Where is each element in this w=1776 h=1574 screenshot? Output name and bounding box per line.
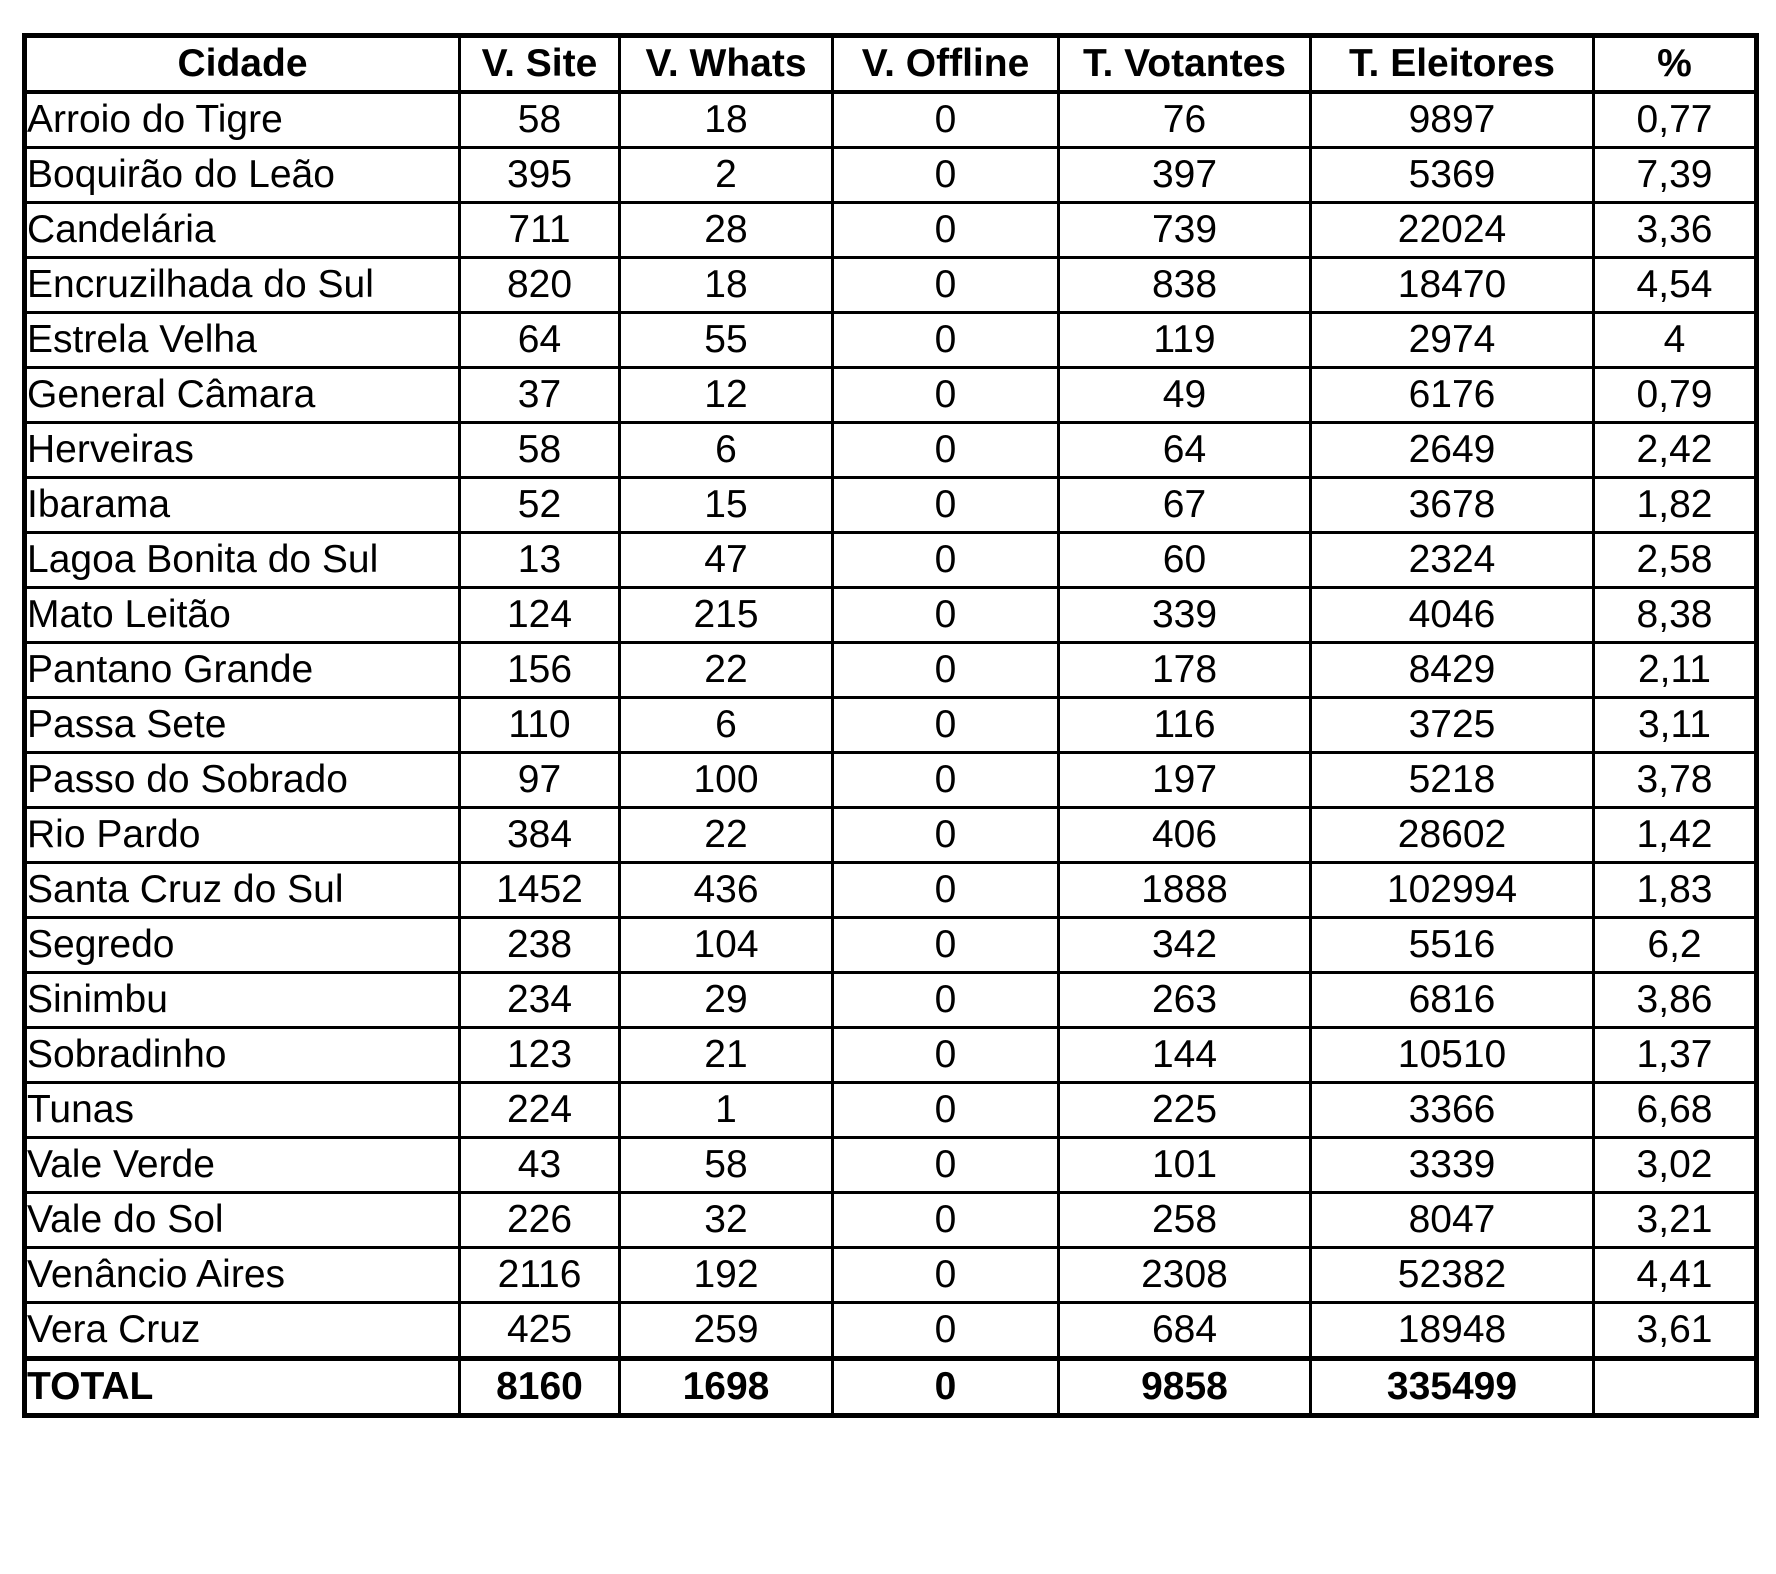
column-header-cidade: Cidade — [25, 36, 460, 93]
city-name: Herveiras — [25, 423, 460, 478]
value-cell: 406 — [1059, 808, 1311, 863]
value-cell: 116 — [1059, 698, 1311, 753]
value-cell: 52382 — [1311, 1248, 1594, 1303]
table-row — [25, 1193, 1757, 1248]
value-cell: 4,54 — [1594, 258, 1757, 313]
table-row — [25, 203, 1757, 258]
value-cell: 2 — [620, 148, 833, 203]
value-cell: 3,36 — [1594, 203, 1757, 258]
value-cell: 3,11 — [1594, 698, 1757, 753]
value-cell: 0 — [833, 1083, 1059, 1138]
table-row — [25, 533, 1757, 588]
table-row — [25, 643, 1757, 698]
value-cell: 0 — [833, 1138, 1059, 1193]
value-cell: 102994 — [1311, 863, 1594, 918]
value-cell: 3678 — [1311, 478, 1594, 533]
city-name: Vale do Sol — [25, 1193, 460, 1248]
value-cell: 4 — [1594, 313, 1757, 368]
value-cell: 258 — [1059, 1193, 1311, 1248]
value-cell: 238 — [460, 918, 620, 973]
table-row — [25, 313, 1757, 368]
value-cell: 0 — [833, 808, 1059, 863]
value-cell: 838 — [1059, 258, 1311, 313]
value-cell: 32 — [620, 1193, 833, 1248]
table-row — [25, 92, 1757, 148]
value-cell: 0 — [833, 423, 1059, 478]
value-cell: 2308 — [1059, 1248, 1311, 1303]
value-cell: 425 — [460, 1303, 620, 1359]
value-cell: 0 — [833, 1248, 1059, 1303]
city-name: Vale Verde — [25, 1138, 460, 1193]
value-cell: 215 — [620, 588, 833, 643]
value-cell: 6176 — [1311, 368, 1594, 423]
value-cell: 58 — [460, 92, 620, 148]
table-row — [25, 808, 1757, 863]
value-cell: 110 — [460, 698, 620, 753]
value-cell: 9897 — [1311, 92, 1594, 148]
value-cell: 8,38 — [1594, 588, 1757, 643]
value-cell: 1,82 — [1594, 478, 1757, 533]
value-cell: 22 — [620, 808, 833, 863]
table-row — [25, 258, 1757, 313]
column-header-v-site: V. Site — [460, 36, 620, 93]
value-cell: 3,86 — [1594, 973, 1757, 1028]
value-cell: 0,79 — [1594, 368, 1757, 423]
value-cell: 3,02 — [1594, 1138, 1757, 1193]
value-cell: 29 — [620, 973, 833, 1028]
value-cell: 263 — [1059, 973, 1311, 1028]
city-name: Tunas — [25, 1083, 460, 1138]
value-cell: 0 — [833, 203, 1059, 258]
value-cell: 124 — [460, 588, 620, 643]
city-name: Arroio do Tigre — [25, 92, 460, 148]
value-cell: 0 — [833, 478, 1059, 533]
table-row — [25, 1083, 1757, 1138]
value-cell: 335499 — [1311, 1359, 1594, 1416]
table-row — [25, 918, 1757, 973]
value-cell: 4046 — [1311, 588, 1594, 643]
header-row — [25, 36, 1757, 93]
value-cell: 6,2 — [1594, 918, 1757, 973]
value-cell: 342 — [1059, 918, 1311, 973]
table-row — [25, 973, 1757, 1028]
value-cell: 339 — [1059, 588, 1311, 643]
city-name: Candelária — [25, 203, 460, 258]
value-cell: 156 — [460, 643, 620, 698]
value-cell: 0 — [833, 753, 1059, 808]
value-cell: 10510 — [1311, 1028, 1594, 1083]
column-header-t-eleitores: T. Eleitores — [1311, 36, 1594, 93]
value-cell: 0 — [833, 533, 1059, 588]
table-row — [25, 863, 1757, 918]
value-cell: 2974 — [1311, 313, 1594, 368]
value-cell: 224 — [460, 1083, 620, 1138]
value-cell: 2,11 — [1594, 643, 1757, 698]
column-header-v-whats: V. Whats — [620, 36, 833, 93]
city-name: Passo do Sobrado — [25, 753, 460, 808]
city-name: Vera Cruz — [25, 1303, 460, 1359]
value-cell: 13 — [460, 533, 620, 588]
value-cell: 2649 — [1311, 423, 1594, 478]
value-cell: 397 — [1059, 148, 1311, 203]
value-cell: 58 — [460, 423, 620, 478]
table-row — [25, 368, 1757, 423]
value-cell: 0 — [833, 313, 1059, 368]
column-header-pct: % — [1594, 36, 1757, 93]
value-cell: 0 — [833, 258, 1059, 313]
table-row — [25, 1028, 1757, 1083]
value-cell: 60 — [1059, 533, 1311, 588]
table-row — [25, 478, 1757, 533]
value-cell: 8047 — [1311, 1193, 1594, 1248]
value-cell: 6 — [620, 423, 833, 478]
value-cell: 0,77 — [1594, 92, 1757, 148]
value-cell: 3339 — [1311, 1138, 1594, 1193]
value-cell: 1698 — [620, 1359, 833, 1416]
city-name: Encruzilhada do Sul — [25, 258, 460, 313]
value-cell: 0 — [833, 1193, 1059, 1248]
value-cell: 1,37 — [1594, 1028, 1757, 1083]
table-row — [25, 423, 1757, 478]
value-cell: 178 — [1059, 643, 1311, 698]
city-name: General Câmara — [25, 368, 460, 423]
value-cell: 144 — [1059, 1028, 1311, 1083]
value-cell: 1 — [620, 1083, 833, 1138]
value-cell: 0 — [833, 918, 1059, 973]
value-cell: 1,42 — [1594, 808, 1757, 863]
value-cell: 3,21 — [1594, 1193, 1757, 1248]
column-header-v-offline: V. Offline — [833, 36, 1059, 93]
value-cell: 711 — [460, 203, 620, 258]
value-cell: 0 — [833, 1303, 1059, 1359]
value-cell: 4,41 — [1594, 1248, 1757, 1303]
city-name: Pantano Grande — [25, 643, 460, 698]
value-cell: 226 — [460, 1193, 620, 1248]
value-cell: 3366 — [1311, 1083, 1594, 1138]
city-name: Lagoa Bonita do Sul — [25, 533, 460, 588]
value-cell: 47 — [620, 533, 833, 588]
value-cell: 395 — [460, 148, 620, 203]
city-name: Santa Cruz do Sul — [25, 863, 460, 918]
value-cell: 0 — [833, 698, 1059, 753]
value-cell: 22 — [620, 643, 833, 698]
table-row — [25, 753, 1757, 808]
value-cell: 0 — [833, 1028, 1059, 1083]
value-cell: 49 — [1059, 368, 1311, 423]
value-cell: 739 — [1059, 203, 1311, 258]
value-cell: 18 — [620, 92, 833, 148]
value-cell: 97 — [460, 753, 620, 808]
value-cell: 5218 — [1311, 753, 1594, 808]
value-cell: 119 — [1059, 313, 1311, 368]
value-cell: 820 — [460, 258, 620, 313]
value-cell: 1,83 — [1594, 863, 1757, 918]
value-cell: 2116 — [460, 1248, 620, 1303]
city-name: Segredo — [25, 918, 460, 973]
value-cell — [1594, 1359, 1757, 1416]
value-cell: 28 — [620, 203, 833, 258]
value-cell: 234 — [460, 973, 620, 1028]
value-cell: 58 — [620, 1138, 833, 1193]
value-cell: 3,78 — [1594, 753, 1757, 808]
value-cell: 1452 — [460, 863, 620, 918]
value-cell: 0 — [833, 863, 1059, 918]
value-cell: 18470 — [1311, 258, 1594, 313]
value-cell: 7,39 — [1594, 148, 1757, 203]
votes-by-city-table — [22, 33, 1759, 1418]
value-cell: 67 — [1059, 478, 1311, 533]
value-cell: 22024 — [1311, 203, 1594, 258]
total-row — [25, 1359, 1757, 1416]
table-row — [25, 148, 1757, 203]
value-cell: 12 — [620, 368, 833, 423]
value-cell: 1888 — [1059, 863, 1311, 918]
value-cell: 3725 — [1311, 698, 1594, 753]
value-cell: 6 — [620, 698, 833, 753]
value-cell: 101 — [1059, 1138, 1311, 1193]
city-name: Mato Leitão — [25, 588, 460, 643]
value-cell: 37 — [460, 368, 620, 423]
value-cell: 192 — [620, 1248, 833, 1303]
value-cell: 64 — [460, 313, 620, 368]
table-row — [25, 588, 1757, 643]
value-cell: 76 — [1059, 92, 1311, 148]
value-cell: 5369 — [1311, 148, 1594, 203]
value-cell: 0 — [833, 973, 1059, 1028]
city-name: Boquirão do Leão — [25, 148, 460, 203]
value-cell: 8160 — [460, 1359, 620, 1416]
value-cell: 436 — [620, 863, 833, 918]
value-cell: 43 — [460, 1138, 620, 1193]
value-cell: 9858 — [1059, 1359, 1311, 1416]
value-cell: 55 — [620, 313, 833, 368]
city-name: Sinimbu — [25, 973, 460, 1028]
value-cell: 21 — [620, 1028, 833, 1083]
city-name: Venâncio Aires — [25, 1248, 460, 1303]
value-cell: 0 — [833, 92, 1059, 148]
value-cell: 8429 — [1311, 643, 1594, 698]
value-cell: 0 — [833, 588, 1059, 643]
value-cell: 104 — [620, 918, 833, 973]
value-cell: 2,58 — [1594, 533, 1757, 588]
table-row — [25, 1303, 1757, 1359]
value-cell: 197 — [1059, 753, 1311, 808]
city-name: Sobradinho — [25, 1028, 460, 1083]
value-cell: 225 — [1059, 1083, 1311, 1138]
value-cell: 5516 — [1311, 918, 1594, 973]
value-cell: 18948 — [1311, 1303, 1594, 1359]
value-cell: 384 — [460, 808, 620, 863]
value-cell: 123 — [460, 1028, 620, 1083]
city-name: Estrela Velha — [25, 313, 460, 368]
value-cell: 100 — [620, 753, 833, 808]
value-cell: 18 — [620, 258, 833, 313]
value-cell: 6816 — [1311, 973, 1594, 1028]
value-cell: 52 — [460, 478, 620, 533]
value-cell: 15 — [620, 478, 833, 533]
value-cell: 0 — [833, 1359, 1059, 1416]
value-cell: 2324 — [1311, 533, 1594, 588]
value-cell: 684 — [1059, 1303, 1311, 1359]
city-name: Ibarama — [25, 478, 460, 533]
value-cell: 259 — [620, 1303, 833, 1359]
value-cell: 28602 — [1311, 808, 1594, 863]
city-name: Passa Sete — [25, 698, 460, 753]
value-cell: 0 — [833, 148, 1059, 203]
column-header-t-votantes: T. Votantes — [1059, 36, 1311, 93]
table-row — [25, 1138, 1757, 1193]
value-cell: 2,42 — [1594, 423, 1757, 478]
value-cell: 64 — [1059, 423, 1311, 478]
table-row — [25, 1248, 1757, 1303]
city-name: Rio Pardo — [25, 808, 460, 863]
total-label: TOTAL — [25, 1359, 460, 1416]
table-row — [25, 698, 1757, 753]
table-header — [25, 36, 1757, 93]
value-cell: 6,68 — [1594, 1083, 1757, 1138]
value-cell: 0 — [833, 643, 1059, 698]
value-cell: 3,61 — [1594, 1303, 1757, 1359]
value-cell: 0 — [833, 368, 1059, 423]
